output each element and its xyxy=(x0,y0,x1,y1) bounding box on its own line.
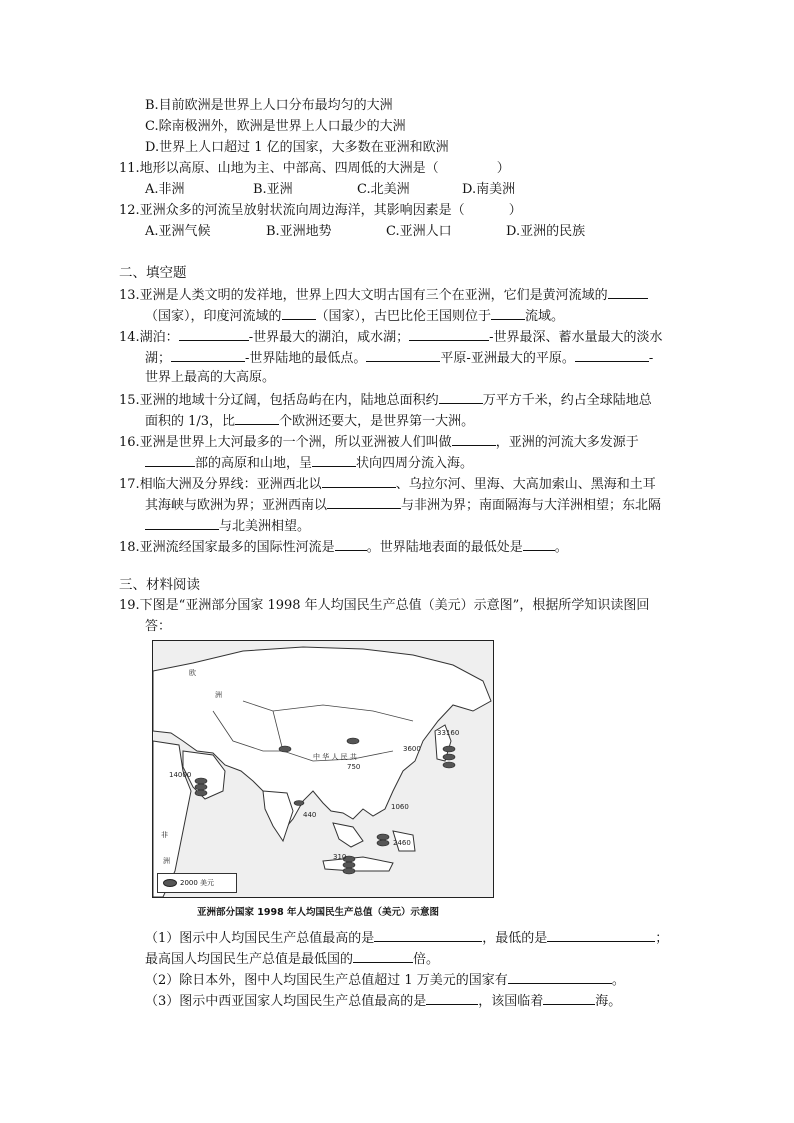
q11-option-a: A.非洲 xyxy=(145,182,185,197)
q17-line3 xyxy=(145,516,310,536)
q17-text: 其海峡与欧洲为界；亚洲西南以 xyxy=(145,498,328,513)
map-label-europe-1: 欧 xyxy=(189,669,196,677)
q11-stem-text: 11.地形以高原、山地为主、中部高、四周低的大洲是（ xyxy=(119,161,439,176)
q16-text: ，亚洲的河流大多发源于 xyxy=(495,435,639,450)
q19-sub3 xyxy=(145,991,621,1011)
q14-text: - xyxy=(648,351,654,366)
q12-option-a: A.亚洲气候 xyxy=(145,224,211,239)
q17-blank-1[interactable] xyxy=(322,474,396,488)
q12-stem-text: 12.亚洲众多的河流呈放射状流向周边海洋，其影响因素是（ xyxy=(119,203,465,218)
q14-text: 平原-亚洲最大的平原。 xyxy=(440,351,575,366)
map-caption: 亚洲部分国家 1998 年人均国民生产总值（美元）示意图 xyxy=(197,907,440,918)
q16-blank-3[interactable] xyxy=(312,453,356,467)
q15-blank-1[interactable] xyxy=(439,390,483,404)
q19-text: （3）图示中西亚国家人均国民生产总值最高的是 xyxy=(145,994,427,1009)
map-value-6: 310 xyxy=(333,853,347,861)
q19-sub1-line1 xyxy=(145,928,668,948)
q15-text: 面积的 1/3，比 xyxy=(145,414,236,429)
q14-line3: 世界上最高的大高原。 xyxy=(145,370,276,385)
section-heading-reading: 三、材料阅读 xyxy=(119,577,200,593)
q16-blank-2[interactable] xyxy=(145,453,195,467)
legend-label: 2000 美元 xyxy=(180,879,215,887)
q11-close: ） xyxy=(496,161,510,176)
q10-option-c: C.除南极洲外，欧洲是世界上人口最少的大洲 xyxy=(145,119,406,134)
q11-option-b: B.亚洲 xyxy=(253,182,293,197)
q17-text: 、乌拉尔河、里海、大高加索山、黑海和土耳 xyxy=(395,477,656,492)
map-value-8: 2460 xyxy=(393,839,411,847)
q12-option-b: B.亚洲地势 xyxy=(266,224,332,239)
asia-gnp-map xyxy=(152,640,494,898)
q14-blank-5[interactable] xyxy=(575,348,649,362)
map-value-7: 1060 xyxy=(391,803,409,811)
q12-close: ） xyxy=(508,203,522,218)
map-legend xyxy=(157,873,237,893)
q10-option-b: B.目前欧洲是世界上人口分布最均匀的大洲 xyxy=(145,98,393,113)
q13-line2 xyxy=(145,306,564,326)
q18-text: 。 xyxy=(554,540,568,555)
q17-line2 xyxy=(145,495,661,515)
q16-text: 部的高原和山地，呈 xyxy=(195,456,313,471)
q14-blank-3[interactable] xyxy=(171,348,245,362)
q19-sub1-line2 xyxy=(145,949,439,969)
map-value-5: 440 xyxy=(303,811,317,819)
map-value-2: 33160 xyxy=(437,729,460,737)
q19-text: 最高国人均国民生产总值是最低国的 xyxy=(145,952,354,967)
q16-line2 xyxy=(145,453,473,473)
q18-text: 18.亚洲流经国家最多的国际性河流是 xyxy=(119,540,335,555)
q18-text: 。世界陆地表面的最低处是 xyxy=(366,540,523,555)
q17-blank-2[interactable] xyxy=(327,495,401,509)
map-value-4: 750 xyxy=(347,763,361,771)
q19-stem-line1: 19.下图是“亚洲部分国家 1998 年人均国民生产总值（美元）示意图”，根据所学知识读图回 xyxy=(119,598,650,613)
q19-blank-1[interactable] xyxy=(374,928,482,942)
q13-text: （国家），古巴比伦王国则位于 xyxy=(315,309,492,324)
q10-option-d: D.世界上人口超过 1 亿的国家，大多数在亚洲和欧洲 xyxy=(145,140,449,155)
q13-text: （国家），印度河流域的 xyxy=(145,309,282,324)
q13-blank-1[interactable] xyxy=(608,285,648,299)
q14-blank-4[interactable] xyxy=(366,348,440,362)
q19-blank-3[interactable] xyxy=(353,949,413,963)
q11-option-c: C.北美洲 xyxy=(357,182,410,197)
q15-text: 万平方千米，约占全球陆地总 xyxy=(482,393,652,408)
q19-text: ，最低的是 xyxy=(482,931,548,946)
q17-text: 17.相临大洲及分界线：亚洲西北以 xyxy=(119,477,322,492)
q19-sub2 xyxy=(145,970,625,990)
q13-line1 xyxy=(119,285,648,305)
q19-text: ； xyxy=(655,931,669,946)
q12-option-d: D.亚洲的民族 xyxy=(506,224,586,239)
map-value-3: 3600 xyxy=(403,745,421,753)
map-label-europe-2: 洲 xyxy=(215,691,222,699)
q16-text: 16.亚洲是世界上大河最多的一个洲，所以亚洲被人们叫做 xyxy=(119,435,452,450)
map-label-africa-2: 洲 xyxy=(163,857,170,865)
q14-blank-2[interactable] xyxy=(409,327,489,341)
q19-stem-line2: 答： xyxy=(145,619,172,634)
q14-line1 xyxy=(119,327,663,347)
q18-blank-2[interactable] xyxy=(523,537,555,551)
q13-text: 流域。 xyxy=(525,309,565,324)
q17-text: 与非洲为界；南面隔海与大洋洲相望；东北隔 xyxy=(401,498,662,513)
q14-line2 xyxy=(145,348,653,368)
q19-text: （2）除日本外，图中人均国民生产总值超过 1 万美元的国家有 xyxy=(145,973,508,988)
q13-blank-2[interactable] xyxy=(282,306,316,320)
q14-text: -世界陆地的最低点。 xyxy=(245,351,367,366)
q16-line1 xyxy=(119,432,639,452)
legend-coin-icon xyxy=(163,879,177,887)
map-label-africa-1: 非 xyxy=(161,831,168,839)
q18-blank-1[interactable] xyxy=(335,537,367,551)
q19-text: 倍。 xyxy=(413,952,440,967)
q15-text: 个欧洲还要大，是世界第一大洲。 xyxy=(279,414,475,429)
q17-text: 与北美洲相望。 xyxy=(219,519,311,534)
q11-stem xyxy=(119,160,510,178)
map-label-china: 中 华 人 民 共 xyxy=(313,753,357,761)
q15-text: 15.亚洲的地域十分辽阔，包括岛屿在内，陆地总面积约 xyxy=(119,393,439,408)
q19-blank-2[interactable] xyxy=(547,928,655,942)
q14-text: 14.湖泊： xyxy=(119,330,179,345)
q15-blank-2[interactable] xyxy=(235,411,279,425)
q17-line1 xyxy=(119,474,656,494)
q16-text: 状向四周分流入海。 xyxy=(356,456,474,471)
map-svg xyxy=(153,641,493,897)
q18-line xyxy=(119,537,568,557)
q19-text: 。 xyxy=(611,973,625,988)
q19-blank-5[interactable] xyxy=(426,991,478,1005)
q19-blank-6[interactable] xyxy=(543,991,595,1005)
q14-text: -世界最深、蓄水量最大的淡水 xyxy=(489,330,663,345)
q17-blank-3[interactable] xyxy=(145,516,219,530)
map-value-1: 14000 xyxy=(169,771,192,779)
q13-blank-3[interactable] xyxy=(491,306,525,320)
q15-line1 xyxy=(119,390,652,410)
q19-blank-4[interactable] xyxy=(508,970,612,984)
q12-option-c: C.亚洲人口 xyxy=(386,224,452,239)
q19-text: ，该国临着 xyxy=(478,994,544,1009)
q12-stem xyxy=(119,202,522,220)
q16-blank-1[interactable] xyxy=(452,432,496,446)
q14-text: -世界最大的湖泊，咸水湖； xyxy=(248,330,410,345)
q11-option-d: D.南美洲 xyxy=(462,182,516,197)
q14-blank-1[interactable] xyxy=(179,327,249,341)
q14-text: 湖； xyxy=(145,351,172,366)
q15-line2 xyxy=(145,411,474,431)
q19-text: （1）图示中人均国民生产总值最高的是 xyxy=(145,931,375,946)
section-heading-fill-blank: 二、填空题 xyxy=(119,265,187,281)
q19-text: 海。 xyxy=(595,994,622,1009)
q13-text: 13.亚洲是人类文明的发祥地，世界上四大文明古国有三个在亚洲，它们是黄河流域的 xyxy=(119,288,608,303)
